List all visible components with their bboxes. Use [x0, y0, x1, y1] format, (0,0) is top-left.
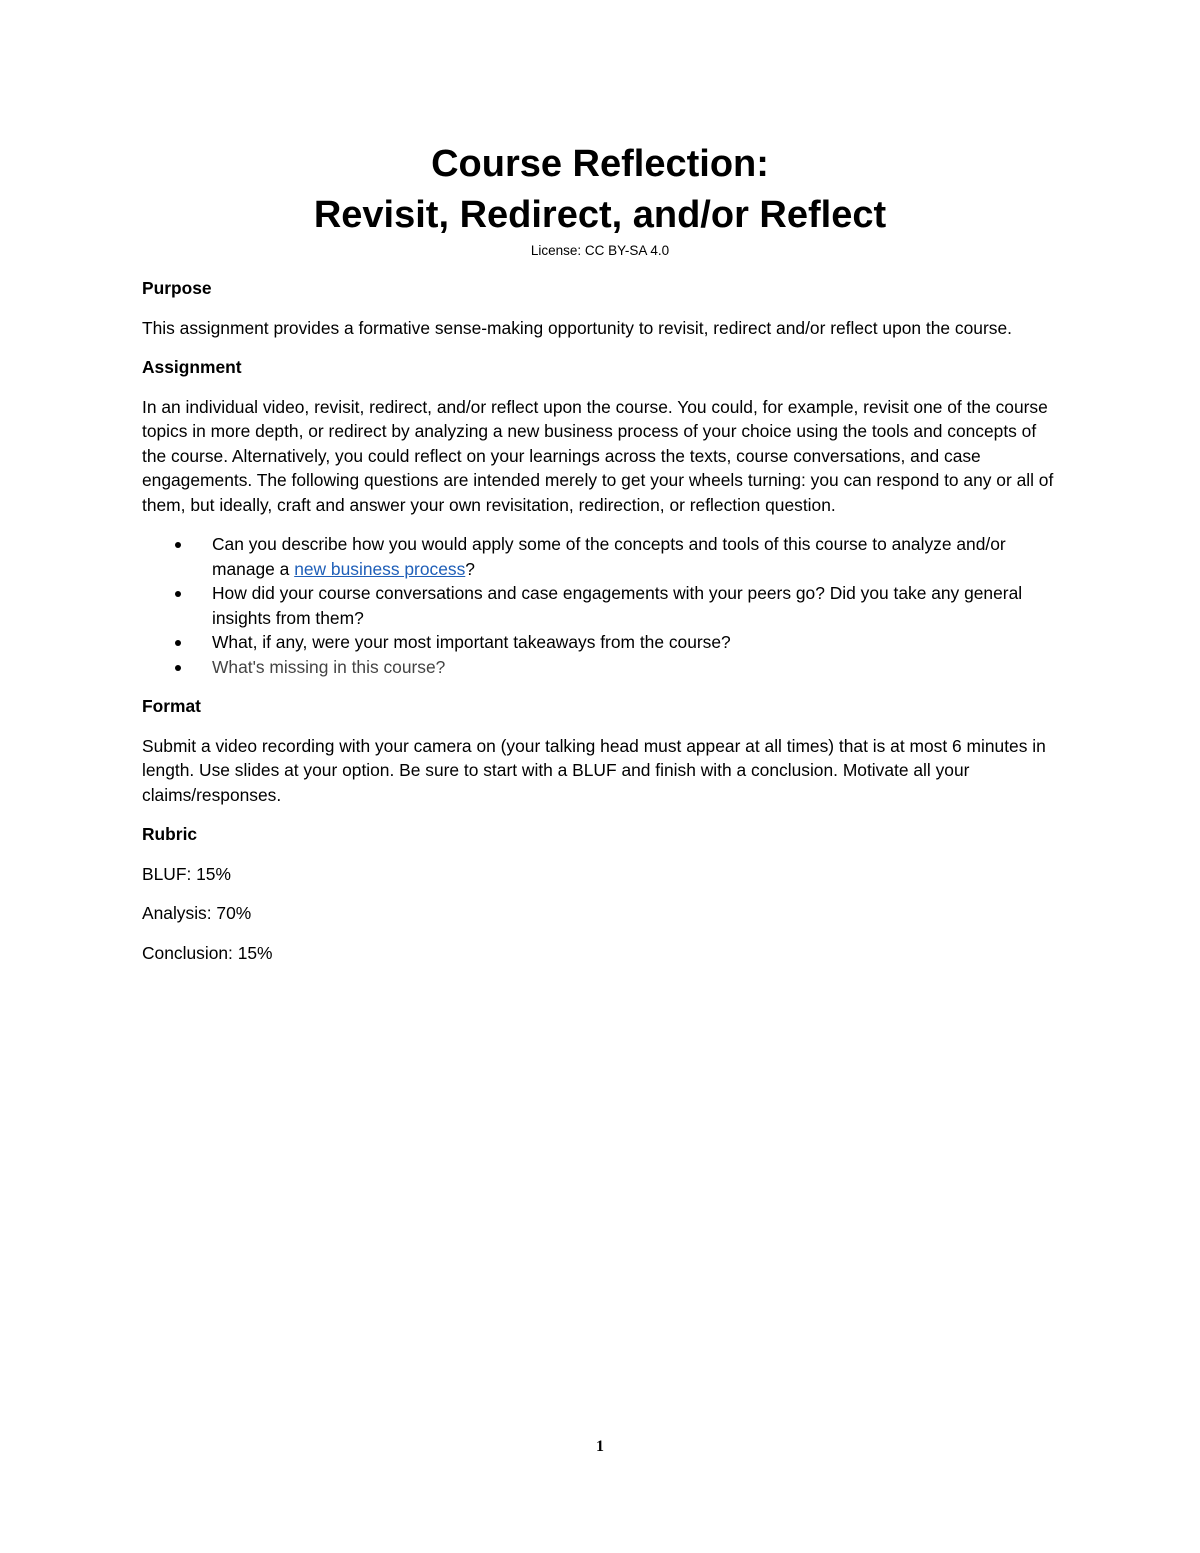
assignment-heading: Assignment — [142, 357, 242, 377]
list-item — [142, 581, 1058, 630]
rubric-item-bluf: BLUF: 15% — [142, 863, 231, 884]
document-body — [142, 276, 1058, 965]
question-1-suffix: ? — [465, 558, 475, 579]
assignment-paragraph: In an individual video, revisit, redirect, and/or reflect upon the course. You could, for example, revisit one of the course topics in more depth, or redirect by analyzing a new business process of your choice using the tools and concepts of the course. Alternatively, you could reflect on your learnings across the texts, course conversations, and case engagements. The following questions are intended merely to get your wheels turning: you can respond to any or all of them, but ideally, craft and answer your own revisitation, redirection, or reflection question. — [142, 396, 1054, 515]
format-heading: Format — [142, 696, 201, 716]
rubric-heading: Rubric — [142, 824, 198, 844]
bullet-icon — [175, 640, 181, 646]
list-item — [142, 630, 1058, 655]
assignment-question-list — [142, 532, 1058, 679]
question-2-text: How did your course conversations and case engagements with your peers go? Did you take any general insights from them? — [212, 583, 1023, 628]
list-item — [142, 532, 1058, 581]
question-1-text: Can you describe how you would apply some of the concepts and tools of this course to analyze and/or manage a — [212, 534, 1006, 579]
question-3-text: What, if any, were your most important takeaways from the course? — [212, 632, 731, 652]
document-title-line-2: Revisit, Redirect, and/or Reflect — [313, 194, 887, 236]
question-4-text: What's missing in this course? — [212, 656, 446, 677]
license-text: License: CC BY-SA 4.0 — [530, 243, 670, 258]
new-business-process-link[interactable]: new business process — [294, 558, 466, 579]
bullet-icon — [175, 665, 181, 671]
page-number: 1 — [596, 1438, 604, 1455]
purpose-heading: Purpose — [142, 278, 212, 298]
format-paragraph: Submit a video recording with your camera on (your talking head must appear at all times) that is at most 6 minutes in length. Use slides at your option. Be sure to start with a BLUF and finish with a conclusion. Motivate all your claims/responses. — [142, 735, 1046, 805]
rubric-item-conclusion: Conclusion: 15% — [142, 942, 273, 963]
document-title-line-1: Course Reflection: — [431, 143, 769, 185]
bullet-icon — [175, 591, 181, 597]
rubric-item-analysis: Analysis: 70% — [142, 903, 252, 923]
purpose-paragraph: This assignment provides a formative sense-making opportunity to revisit, redirect and/or reflect upon the course. — [142, 317, 1012, 338]
bullet-icon — [175, 542, 181, 548]
list-item — [142, 655, 1058, 680]
